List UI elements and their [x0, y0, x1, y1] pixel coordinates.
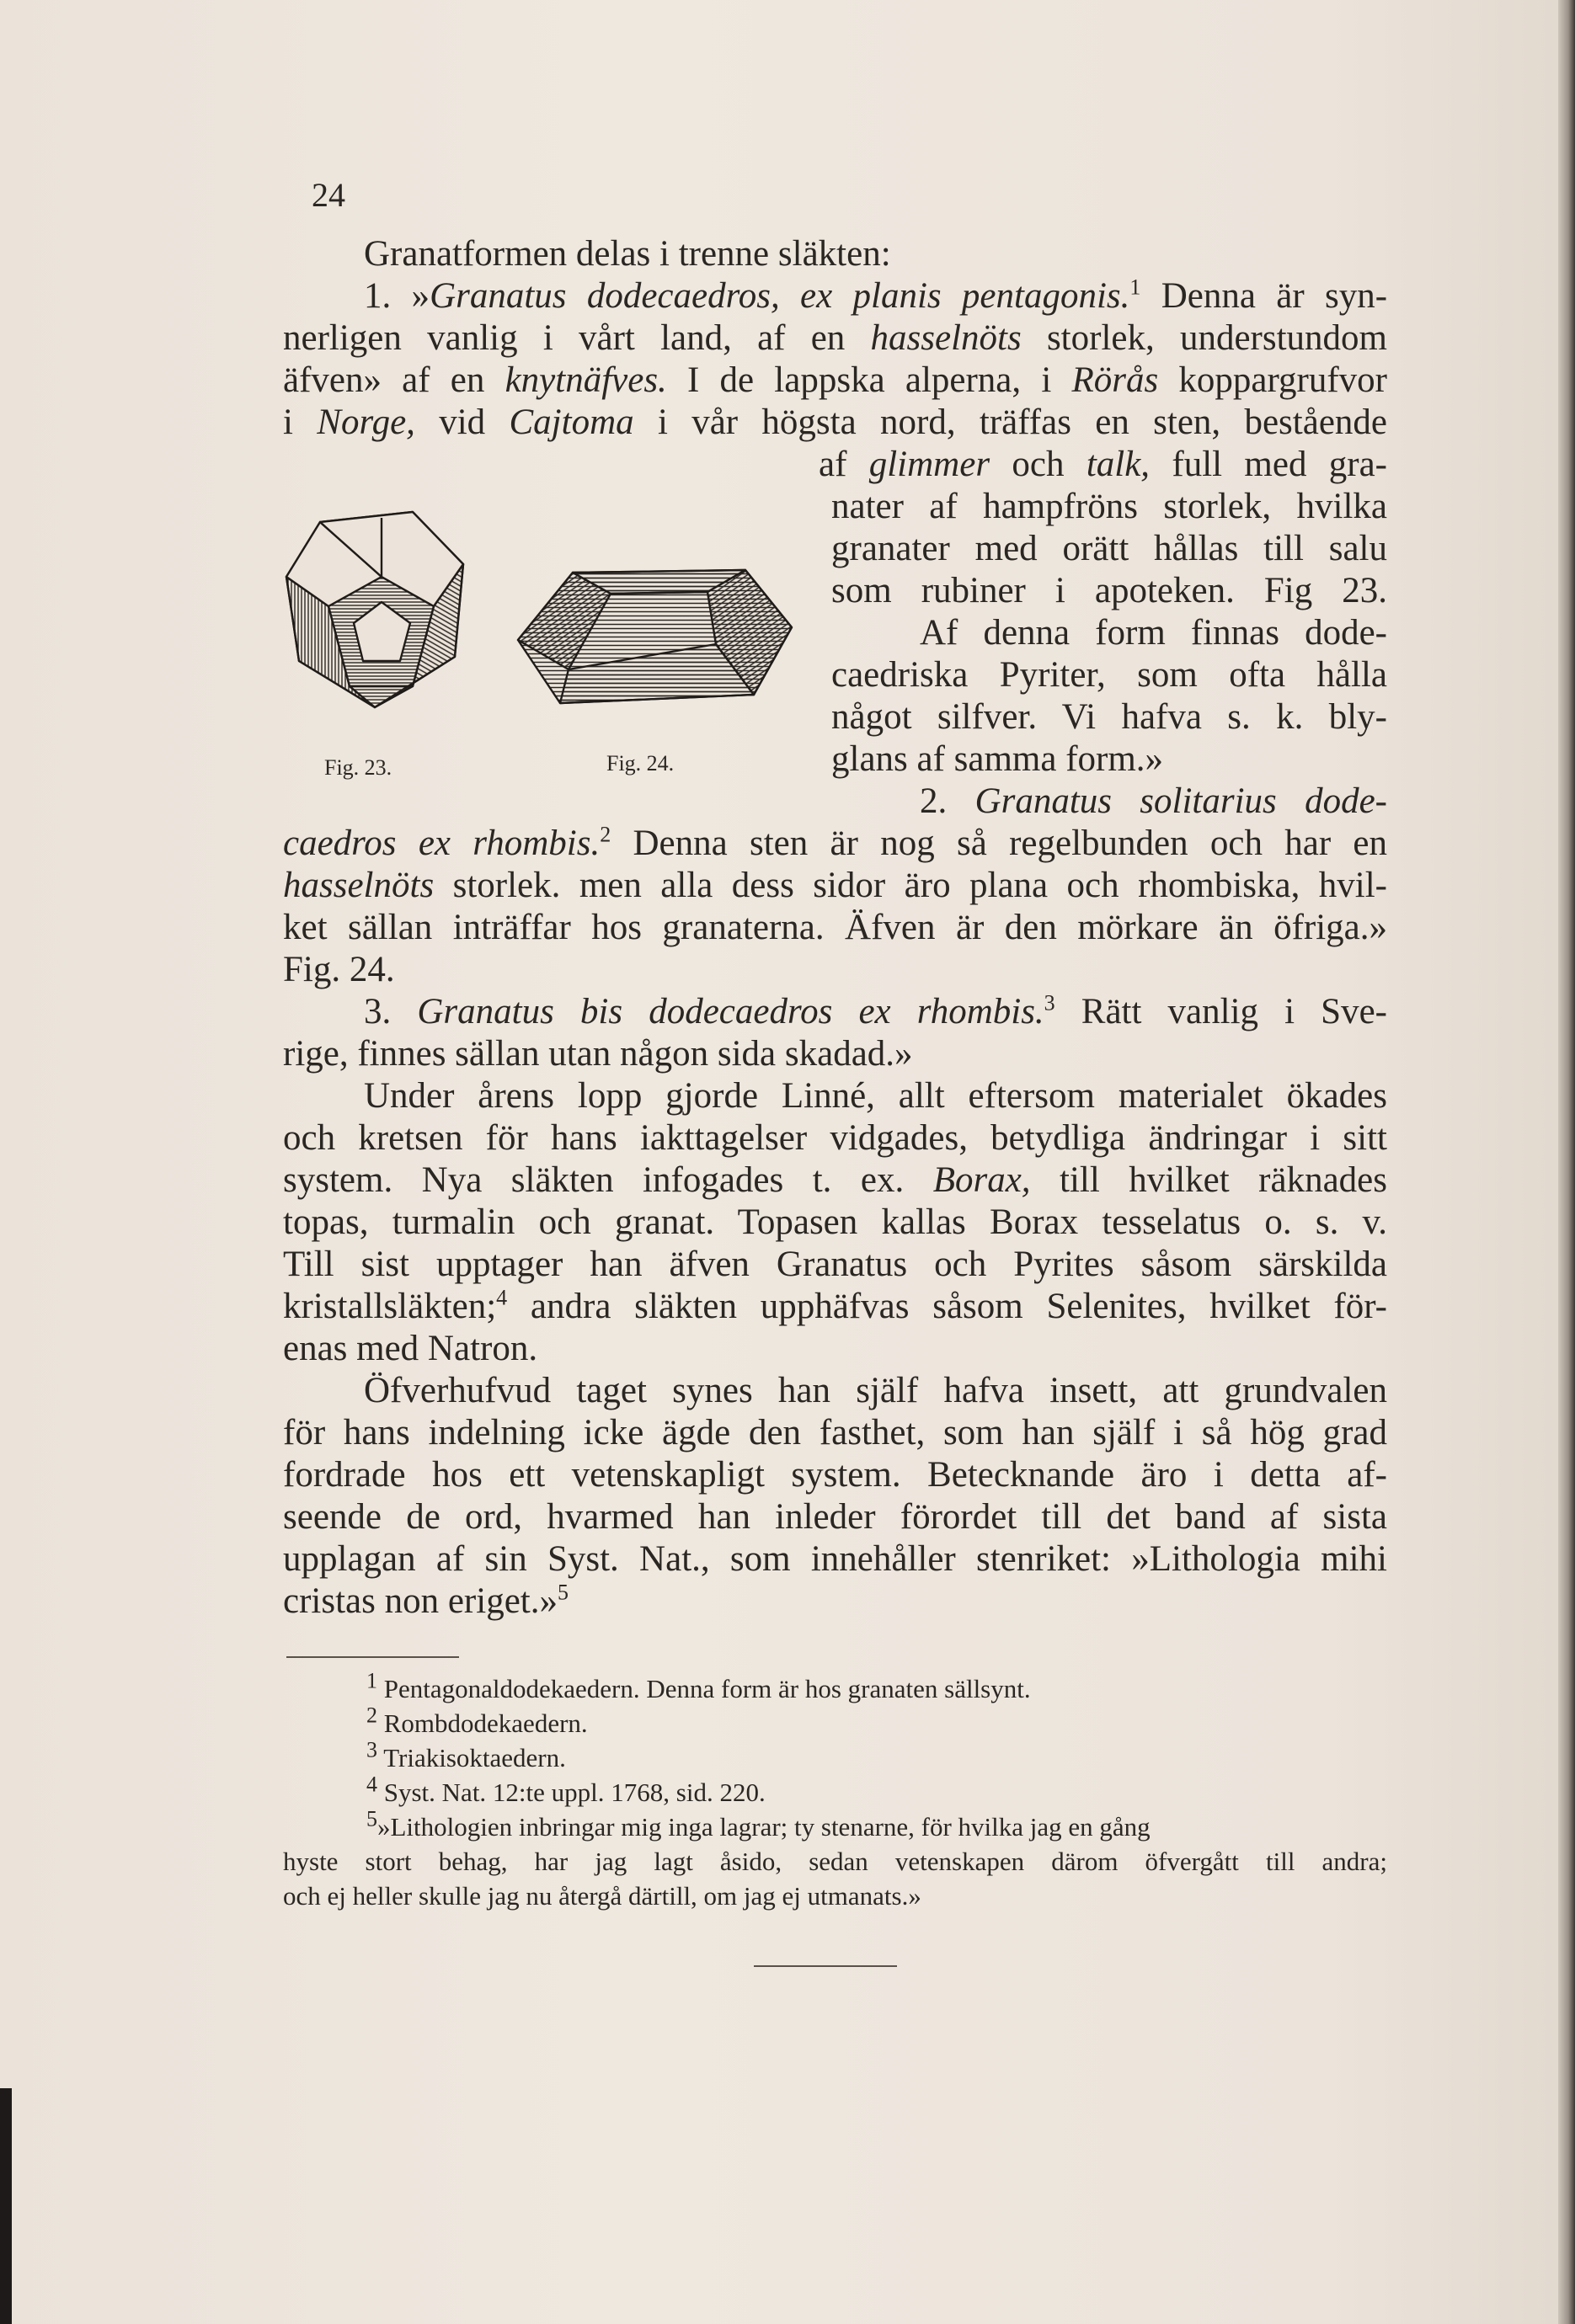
text-line: glans af samma form.» — [831, 739, 1164, 779]
page-number: 24 — [312, 176, 345, 214]
text-line: nater af hampfröns storlek, hvilka — [831, 487, 1387, 526]
end-rule — [754, 1965, 897, 1967]
figure-24-rhombic-dodecahedron — [510, 560, 800, 716]
footnote-5: $^5$»Lithologien inbringar mig inga lagrar; ty stenarne, för hvilka jag en gång — [366, 1806, 1151, 1842]
text-line: Af denna form finnas dode- — [920, 613, 1387, 653]
text-line: cristas non eriget.»$^5$ — [283, 1580, 569, 1621]
text-line: rige, finnes sällan utan någon sida skadad.» — [283, 1034, 913, 1074]
figure-24-label: Fig. 24. — [606, 751, 675, 776]
text-line: ket sällan inträffar hos granaterna. Äfven är den mörkare än öfriga.» — [283, 908, 1387, 947]
text-line: af glimmer och talk, full med gra- — [819, 445, 1387, 484]
text-line: i Norge, vid Cajtoma i vår högsta nord, träffas en sten, bestående — [283, 402, 1387, 442]
footnote-3: $^3$ Triakisoktaedern. — [366, 1737, 566, 1772]
footnote-2: $^2$ Rombdodekaedern. — [366, 1703, 588, 1738]
text-line: fordrade hos ett vetenskapligt system. Betecknande äro i detta af- — [283, 1455, 1387, 1495]
text-line: Fig. 24. — [283, 950, 395, 989]
text-line: äfven» af en knytnäfves. I de lappska alperna, i Rörås koppargrufvor — [283, 360, 1388, 400]
text-line: och kretsen för hans iakttagelser vidgades, betydliga ändringar i sitt — [283, 1118, 1387, 1158]
footnote-separator — [286, 1656, 459, 1658]
text-line: Öfverhufvud taget synes han själf hafva insett, att grundvalen — [364, 1371, 1387, 1410]
text-line: system. Nya släkten infogades t. ex. Borax, till hvilket räknades — [283, 1160, 1387, 1200]
text-line: hasselnöts storlek. men alla dess sidor äro plana och rhombiska, hvil- — [283, 866, 1387, 905]
binding-edge — [0, 2088, 12, 2324]
text-line: något silfver. Vi hafva s. k. bly- — [831, 697, 1387, 737]
text-line: seende de ord, hvarmed han inleder förordet till det band af sista — [283, 1497, 1387, 1537]
text-line: Till sist upptager han äfven Granatus och Pyrites såsom särskilda — [283, 1245, 1387, 1284]
text-line: enas med Natron. — [283, 1329, 538, 1368]
text-line: Granatformen delas i trenne släkten: — [364, 234, 891, 274]
text-line: 2. Granatus solitarius dode- — [920, 781, 1387, 821]
text-line: nerligen vanlig i vårt land, af en hasselnöts storlek, understundom — [283, 318, 1387, 358]
figure-23-label: Fig. 23. — [324, 755, 392, 780]
text-line: topas, turmalin och granat. Topasen kallas Borax tesselatus o. s. v. — [283, 1202, 1387, 1242]
text-line: för hans indelning icke ägde den fasthet, som han själf i så hög grad — [283, 1413, 1387, 1452]
text-line: som rubiner i apoteken. Fig 23. — [831, 571, 1387, 610]
text-line: Under årens lopp gjorde Linné, allt eftersom materialet ökades — [364, 1076, 1387, 1116]
footnote-1: $^1$ Pentagonaldodekaedern. Denna form är hos granaten sällsynt. — [366, 1668, 1031, 1703]
text-line: 3. Granatus bis dodecaedros ex rhombis.$^3$ Rätt vanlig i Sve- — [364, 990, 1388, 1031]
footnote-5-line-2: hyste stort behag, har jag lagt åsido, sedan vetenskapen därom öfvergått till andra; — [283, 1847, 1387, 1876]
footnote-5-line-3: och ej heller skulle jag nu återgå därtill, om jag ej utmanats.» — [283, 1881, 921, 1911]
text-line: caedros ex rhombis.$^2$ Denna sten är nog så regelbunden och har en — [283, 822, 1388, 863]
text-line: kristallsläkten;$^4$ andra släkten upphäfvas såsom Selenites, hvilket för- — [283, 1285, 1387, 1326]
text-line: upplagan af sin Syst. Nat., som innehåller stenriket: »Lithologia mihi — [283, 1539, 1387, 1579]
footnote-4: $^4$ Syst. Nat. 12:te uppl. 1768, sid. 220. — [366, 1772, 766, 1807]
figure-23-pentagonal-dodecahedron — [274, 497, 493, 724]
page-edge-shadow — [1558, 0, 1575, 2324]
text-line: 1. »Granatus dodecaedros, ex planis pentagonis.$^1$ Denna är syn- — [364, 275, 1388, 316]
text-line: caedriska Pyriter, som ofta hålla — [831, 655, 1387, 695]
text-line: granater med orätt hållas till salu — [831, 529, 1387, 568]
